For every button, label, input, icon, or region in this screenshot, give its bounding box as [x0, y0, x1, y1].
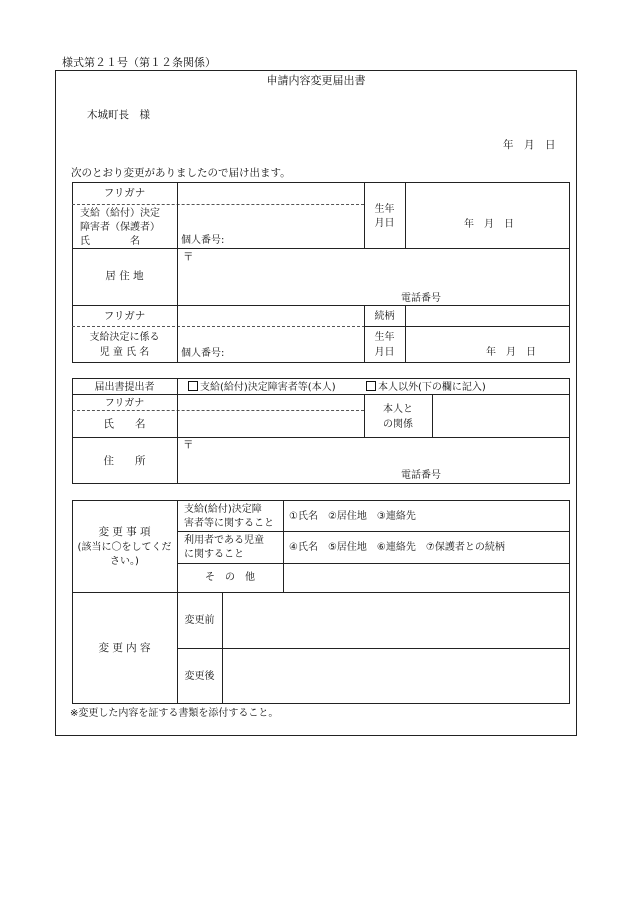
recipient-label-2: 障害者（保護者）: [80, 222, 160, 233]
relationship-label: 続柄: [374, 311, 395, 322]
relation-label-2: の関係: [383, 419, 413, 430]
before-change-label: 変更前: [184, 615, 215, 626]
relation-label: 本人と: [383, 404, 413, 415]
intro-text: 次のとおり変更がありましたので届け出ます。: [71, 167, 291, 179]
birth-label-2: 月日: [374, 218, 395, 229]
after-change-label: 変更後: [184, 671, 215, 682]
postal-mark: 〒: [183, 251, 194, 263]
option-other-checkbox[interactable]: [366, 381, 486, 394]
form-number: 様式第２１号（第１２条関係）: [62, 56, 216, 69]
category-recipient-options[interactable]: ①氏名 ②居住地 ③連絡先: [289, 511, 416, 522]
furigana-label: フリガナ: [103, 187, 146, 199]
category-child-options[interactable]: ④氏名 ⑤居住地 ⑥連絡先 ⑦保護者との続柄: [289, 542, 505, 553]
footnote: ※変更した内容を証する書類を添付すること。: [70, 708, 279, 719]
kojin-bango-label[interactable]: 個人番号:: [181, 235, 225, 246]
submitter-furigana-label: フリガナ: [104, 398, 145, 409]
child-birth-date-field[interactable]: 年 月 日: [486, 347, 536, 358]
addressee: 木城町長 様: [87, 109, 150, 121]
option-self-checkbox[interactable]: [188, 381, 336, 394]
change-items-note: (該当に〇をしてくだ: [77, 542, 172, 553]
submitter-address-label: 住 所: [103, 455, 146, 467]
form-title: 申請内容変更届出書: [266, 74, 366, 87]
option-self-label: 支給(給付)決定障害者等(本人): [200, 382, 336, 393]
child-name-label-2: 児 童 氏 名: [99, 347, 150, 358]
submitter-name-label: 氏 名: [103, 418, 146, 430]
submitter-label: 届出書提出者: [94, 382, 155, 393]
child-birth-label: 生年: [374, 332, 395, 343]
recipient-name-label: 氏 名: [80, 236, 140, 247]
option-other-label: 本人以外(下の欄に記入): [378, 382, 486, 393]
child-furigana-label: フリガナ: [103, 310, 146, 322]
residence-label: 居 住 地: [105, 270, 144, 282]
change-items-label: 変 更 事 項: [98, 526, 151, 538]
checkbox-icon: [188, 381, 198, 391]
birth-date-field[interactable]: 年 月 日: [464, 219, 514, 230]
recipient-label: 支給（給付）決定: [80, 208, 160, 219]
child-kojin-bango-label[interactable]: 個人番号:: [181, 348, 225, 359]
category-recipient-label-2: 害者等に関すること: [184, 518, 274, 529]
change-items-note-2: さい。): [110, 556, 139, 567]
submitter-postal-mark: 〒: [183, 439, 194, 451]
child-birth-label-2: 月日: [374, 347, 395, 358]
checkbox-icon: [366, 381, 376, 391]
submitter-phone-label: 電話番号: [401, 470, 441, 481]
change-content-label: 変 更 内 容: [98, 642, 151, 654]
submission-date: 年 月 日: [503, 139, 556, 151]
category-child-label-2: に関すること: [184, 549, 244, 560]
child-name-label: 支給決定に係る: [89, 332, 160, 343]
category-other-label: そ の 他: [205, 572, 255, 583]
phone-label: 電話番号: [401, 293, 441, 304]
category-recipient-label: 支給(給付)決定障: [184, 504, 262, 515]
birth-label: 生年: [374, 204, 395, 215]
category-child-label: 利用者である児童: [184, 535, 264, 546]
